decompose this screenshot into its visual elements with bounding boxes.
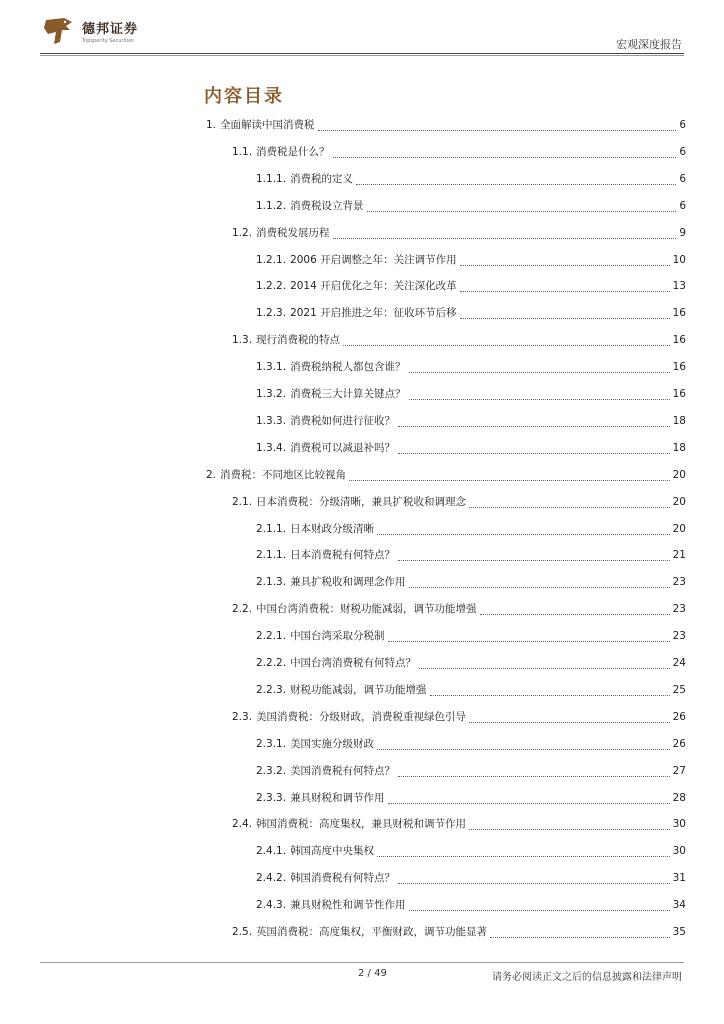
toc-leader-dots — [430, 695, 670, 696]
toc-entry-title: 兼具扩税收和调理念作用 — [290, 576, 406, 589]
toc-entry-title: 中国台湾采取分税制 — [290, 630, 385, 643]
toc-entry-page: 16 — [672, 307, 686, 320]
toc-entry-title: 韩国消费税有何特点？ — [290, 872, 396, 885]
toc-entry-title: 消费税发展历程 — [256, 226, 330, 239]
toc-entry-page: 23 — [672, 576, 686, 589]
toc-entry-page: 24 — [672, 657, 686, 669]
toc-entry-number: 1.2.2. — [256, 280, 287, 293]
toc-entry-title: 兼具财税和调节作用 — [290, 791, 385, 804]
toc-entry-title: 兼具财税性和调节性作用 — [290, 899, 406, 912]
toc-entry-title: 韩国消费税：高度集权，兼具财税和调节作用 — [256, 818, 467, 831]
toc-entry-number: 2.1.1. — [256, 549, 287, 562]
toc-entry-title: 日本消费税有何特点？ — [290, 549, 396, 562]
toc-entry-page: 16 — [672, 388, 686, 400]
logo-company-name: 德邦证券 — [82, 22, 139, 37]
toc-entry-page: 6 — [679, 172, 686, 185]
toc-entry-page: 6 — [679, 199, 686, 212]
toc-entry[interactable] — [256, 521, 686, 539]
toc-entry-number: 1.3.3. — [256, 414, 287, 427]
toc-leader-dots — [409, 399, 670, 400]
toc-leader-dots — [398, 560, 670, 561]
toc-entry-number: 2.4. — [232, 818, 253, 831]
toc-entry-title: 美国消费税有何特点？ — [290, 764, 396, 777]
toc-entry[interactable] — [256, 547, 686, 565]
toc-entry[interactable] — [232, 494, 686, 512]
footer-divider — [40, 962, 684, 963]
toc-entry-number: 2.4.2. — [256, 872, 287, 885]
toc-entry-number: 1.3. — [232, 334, 253, 347]
toc-entry[interactable] — [256, 736, 686, 754]
toc-entry[interactable] — [256, 790, 686, 808]
toc-entry-title: 日本财政分级清晰 — [290, 522, 375, 535]
toc-entry-page: 26 — [672, 710, 686, 723]
toc-entry-number: 1.2.1. — [256, 253, 287, 266]
toc-entry-number: 2.4.3. — [256, 899, 287, 912]
toc-leader-dots — [409, 587, 670, 588]
toc-entry-title: 消费税：不同地区比较视角 — [220, 468, 347, 481]
toc-entry-number: 2.2.2. — [256, 657, 287, 669]
toc-entry[interactable] — [256, 897, 686, 915]
toc-entry-title: 消费税的定义 — [290, 172, 354, 185]
toc-entry-title: 英国消费税：高度集权，平衡财政，调节功能显著 — [256, 926, 488, 938]
toc-entry[interactable] — [256, 198, 686, 216]
toc-entry-title: 中国台湾消费税有何特点？ — [290, 657, 417, 669]
toc-entry-number: 2.3.1. — [256, 737, 287, 750]
toc-entry-title: 2006 开启调整之年：关注调节作用 — [290, 253, 457, 266]
toc-entry-title: 消费税三大计算关键点？ — [290, 388, 406, 400]
toc-entry-page: 27 — [672, 764, 686, 777]
company-logo — [40, 16, 138, 46]
toc-entry[interactable] — [232, 332, 686, 350]
toc-leader-dots — [377, 856, 670, 857]
toc-entry[interactable] — [206, 467, 686, 485]
toc-entry-page: 23 — [672, 630, 686, 643]
toc-leader-dots — [349, 480, 670, 481]
toc-entry-number: 2.1.1. — [256, 522, 287, 535]
toc-entry-number: 1.1.1. — [256, 172, 287, 185]
header-divider-secondary — [40, 55, 684, 56]
toc-entry[interactable] — [256, 278, 686, 296]
toc-leader-dots — [409, 910, 670, 911]
toc-entry-page: 30 — [672, 845, 686, 858]
toc-entry-page: 31 — [672, 872, 686, 885]
toc-entry-title: 消费税纳税人都包含谁？ — [290, 361, 406, 374]
page-header — [0, 0, 724, 60]
toc-leader-dots — [398, 883, 670, 884]
toc-entry-page: 13 — [672, 280, 686, 293]
toc-entry-title: 财税功能减弱，调节功能增强 — [290, 683, 427, 696]
toc-entry-title: 消费税如何进行征收？ — [290, 414, 396, 427]
toc-leader-dots — [469, 722, 670, 723]
toc-entry[interactable] — [256, 386, 686, 404]
toc-leader-dots — [377, 534, 670, 535]
header-divider — [40, 53, 684, 54]
toc-entry[interactable] — [232, 816, 686, 834]
toc-entry-number: 1.3.2. — [256, 388, 287, 400]
toc-entry[interactable] — [256, 359, 686, 377]
legal-disclaimer: 请务必阅读正文之后的信息披露和法律声明 — [492, 972, 682, 983]
toc-leader-dots — [460, 318, 670, 319]
toc-entry-number: 2.5. — [232, 926, 253, 938]
toc-entry-number: 2.3.3. — [256, 791, 287, 804]
page-indicator: 2 / 49 — [358, 968, 387, 979]
toc-entry[interactable] — [256, 843, 686, 861]
toc-leader-dots — [469, 829, 670, 830]
toc-entry[interactable] — [256, 440, 686, 458]
toc-leader-dots — [333, 238, 677, 239]
toc-entry-number: 1.2.3. — [256, 307, 287, 320]
toc-entry[interactable] — [256, 870, 686, 888]
toc-entry-number: 2.2.3. — [256, 683, 287, 696]
toc-leader-dots — [356, 184, 676, 185]
toc-entry-page: 9 — [679, 226, 686, 239]
toc-entry-page: 6 — [679, 119, 686, 131]
toc-entry-page: 6 — [679, 145, 686, 158]
toc-entry-page: 23 — [672, 603, 686, 616]
toc-leader-dots — [409, 372, 670, 373]
toc-entry-number: 1. — [206, 119, 217, 131]
toc-entry[interactable] — [256, 574, 686, 592]
toc-entry[interactable] — [232, 709, 686, 727]
toc-entry-title: 美国实施分级财政 — [290, 737, 375, 750]
toc-leader-dots — [388, 803, 670, 804]
toc-leader-dots — [367, 211, 677, 212]
toc-entry-page: 16 — [672, 334, 686, 347]
toc-entry-page: 34 — [672, 899, 686, 912]
toc-entry-page: 18 — [672, 441, 686, 454]
toc-leader-dots — [333, 157, 677, 158]
toc-title: 内容目录 — [204, 86, 284, 107]
toc-entry-number: 2. — [206, 468, 217, 481]
toc-entry-number: 2.3.2. — [256, 764, 287, 777]
toc-leader-dots — [377, 749, 670, 750]
toc-entry[interactable] — [232, 924, 686, 942]
toc-entry[interactable] — [256, 252, 686, 270]
toc-entry[interactable] — [256, 763, 686, 781]
toc-leader-dots — [388, 641, 670, 642]
toc-entry-number: 1.3.1. — [256, 361, 287, 374]
toc-leader-dots — [460, 265, 670, 266]
toc-entry-title: 现行消费税的特点 — [256, 334, 341, 347]
toc-entry-number: 2.1. — [232, 495, 253, 508]
toc-leader-dots — [343, 345, 670, 346]
toc-entry-title: 消费税设立背景 — [290, 199, 364, 212]
toc-entry[interactable] — [256, 413, 686, 431]
toc-entry-number: 2.2. — [232, 603, 253, 616]
toc-entry[interactable] — [256, 682, 686, 700]
toc-entry-page: 20 — [672, 522, 686, 535]
toc-entry[interactable] — [256, 305, 686, 323]
toc-entry-title: 2021 开启推进之年：征收环节后移 — [290, 307, 457, 320]
toc-entry-title: 全面解读中国消费税 — [220, 119, 315, 131]
toc-entry-title: 韩国高度中央集权 — [290, 845, 375, 858]
toc-leader-dots — [398, 426, 670, 427]
toc-entry-page: 30 — [672, 818, 686, 831]
toc-entry[interactable] — [232, 601, 686, 619]
toc-entry[interactable] — [256, 655, 686, 673]
toc-leader-dots — [419, 668, 670, 669]
toc-entry-title: 2014 开启优化之年：关注深化改革 — [290, 280, 457, 293]
toc-entry-number: 2.3. — [232, 710, 253, 723]
logo-icon — [40, 16, 76, 46]
toc-entry-page: 20 — [672, 495, 686, 508]
toc-leader-dots — [398, 776, 670, 777]
toc-leader-dots — [480, 614, 670, 615]
toc-entry-page: 10 — [672, 253, 686, 266]
logo-company-name-en: Topsperity Securities — [82, 38, 134, 44]
toc-leader-dots — [318, 130, 677, 131]
toc-leader-dots — [460, 291, 670, 292]
report-type: 宏观深度报告 — [616, 38, 682, 51]
toc-entry-title: 中国台湾消费税：财税功能减弱，调节功能增强 — [256, 603, 477, 616]
toc-entry-number: 1.2. — [232, 226, 253, 239]
toc-entry-page: 35 — [672, 926, 686, 938]
toc-leader-dots — [490, 937, 670, 938]
toc-leader-dots — [469, 507, 670, 508]
toc-leader-dots — [398, 453, 670, 454]
toc-entry[interactable] — [206, 117, 686, 135]
toc-entry[interactable] — [232, 225, 686, 243]
toc-entry-number: 1.3.4. — [256, 441, 287, 454]
toc-entry-page: 18 — [672, 414, 686, 427]
toc-entry-number: 1.1.2. — [256, 199, 287, 212]
toc-entry-page: 26 — [672, 737, 686, 750]
toc-entry-page: 16 — [672, 361, 686, 374]
toc-entry[interactable] — [256, 628, 686, 646]
toc-entry[interactable] — [256, 171, 686, 189]
toc-entry-number: 2.2.1. — [256, 630, 287, 643]
toc-entry-page: 28 — [672, 791, 686, 804]
toc-entry-number: 1.1. — [232, 145, 253, 158]
toc-entry-page: 20 — [672, 468, 686, 481]
toc-entry-page: 21 — [672, 549, 686, 562]
toc-entry-title: 消费税可以减退补吗？ — [290, 441, 396, 454]
toc-entry-page: 25 — [672, 683, 686, 696]
toc-entry-number: 2.1.3. — [256, 576, 287, 589]
toc-entry-number: 2.4.1. — [256, 845, 287, 858]
toc-entry-title: 美国消费税：分级财政，消费税重视绿色引导 — [256, 710, 467, 723]
toc-entry-title: 日本消费税：分级清晰，兼具扩税收和调理念 — [256, 495, 467, 508]
toc-entry-title: 消费税是什么？ — [256, 145, 330, 158]
toc-entry[interactable] — [232, 144, 686, 162]
